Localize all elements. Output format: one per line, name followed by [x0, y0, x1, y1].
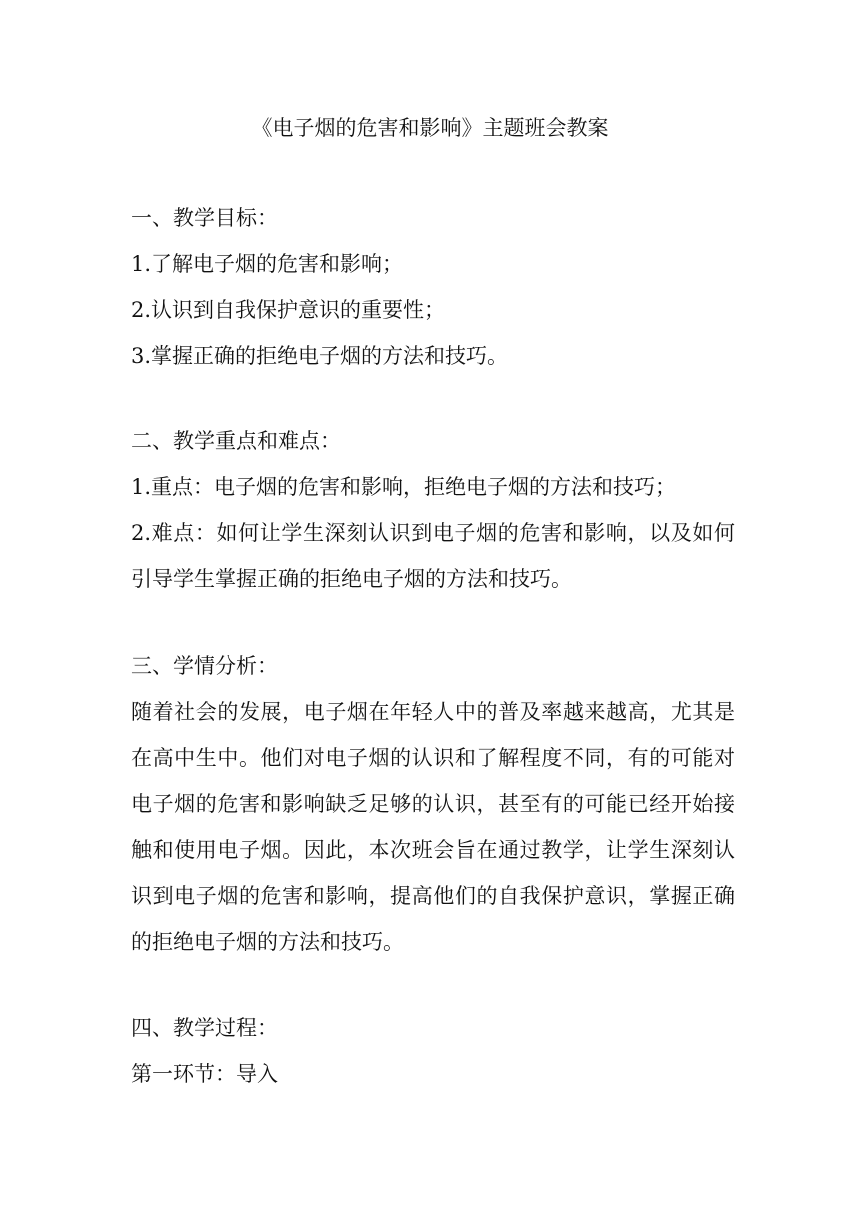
- section-heading-process: 四、教学过程：: [131, 1016, 278, 1040]
- objective-item-3: 3.掌握正确的拒绝电子烟的方法和技巧。: [131, 344, 509, 368]
- key-point-item-2: 2.难点：如何让学生深刻认识到电子烟的危害和影响，以及如何引导学生掌握正确的拒绝电子烟的方法和技巧。: [131, 521, 735, 591]
- analysis-paragraph: 随着社会的发展，电子烟在年轻人中的普及率越来越高，尤其是在高中生中。他们对电子烟的认识和了解程度不同，有的可能对电子烟的危害和影响缺乏足够的认识，甚至有的可能已经开始接触和使用电子烟。因此，本次班会旨在通过教学，让学生深刻认识到电子烟的危害和影响，提高他们的自我保护意识，掌握正确的拒绝电子烟的方法和技巧。: [131, 700, 735, 954]
- key-point-item-1: 1.重点：电子烟的危害和影响，拒绝电子烟的方法和技巧；: [131, 475, 677, 499]
- section-heading-objectives: 一、教学目标：: [131, 206, 278, 230]
- section-heading-key-points: 二、教学重点和难点：: [131, 429, 341, 453]
- process-step-1: 第一环节：导入: [131, 1062, 278, 1086]
- objective-item-2: 2.认识到自我保护意识的重要性；: [131, 298, 446, 322]
- section-heading-analysis: 三、学情分析：: [131, 654, 278, 678]
- objective-item-1: 1.了解电子烟的危害和影响；: [131, 252, 404, 276]
- document-title: 《电子烟的危害和影响》主题班会教案: [251, 116, 609, 140]
